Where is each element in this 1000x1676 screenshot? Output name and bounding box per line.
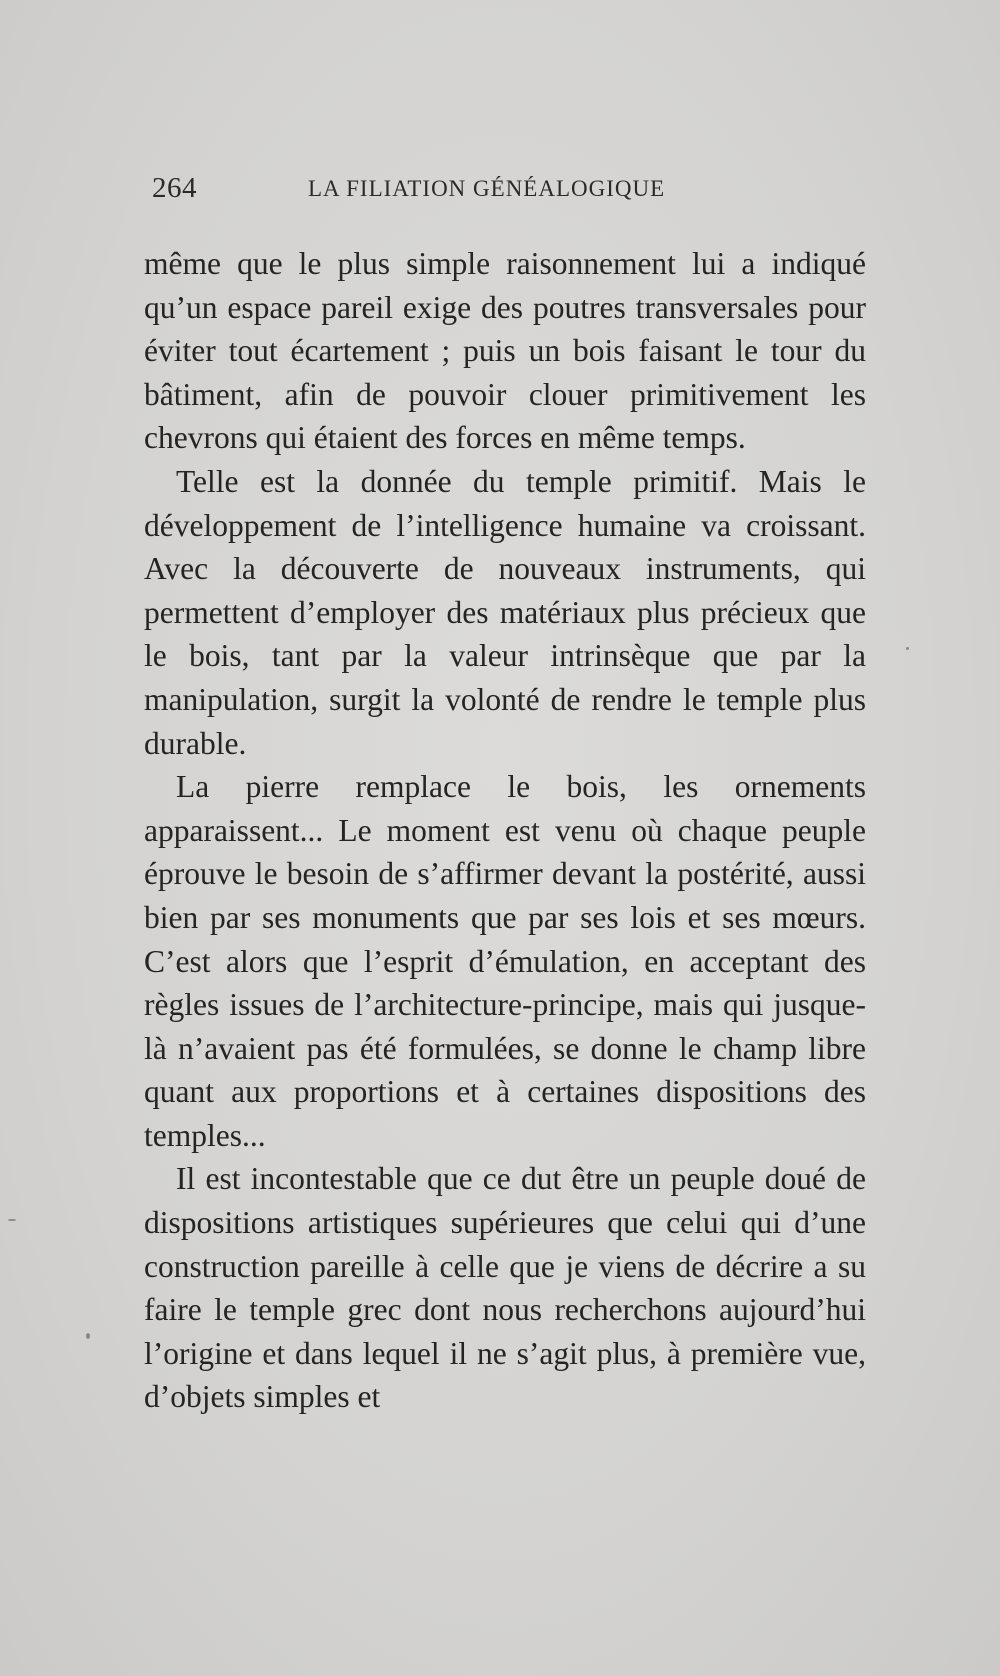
paper-speck	[906, 647, 909, 650]
running-title: LA FILIATION GÉNÉALOGIQUE	[308, 176, 666, 201]
paragraph-4: Il est incontestable que ce dut être un peuple doué de dispositions artistiques supérieures que celui qui d’une construction pareille à celle que je viens de décrire a su faire le temple grec dont nous recherchons aujourd’hui l’origine et dans lequel il ne s’agit plus, à première vue, d’objets simples et	[144, 1161, 866, 1415]
paragraph-2: Telle est la donnée du temple primitif. Mais le développement de l’intelligence humaine va croissant. Avec la découverte de nouveaux instruments, qui permettent d’employer des matériaux plus précieux que le bois, tant par la valeur intrinsèque que par la manipulation, surgit la volonté de rendre le temple plus durable.	[144, 463, 866, 761]
paragraph-3: La pierre remplace le bois, les ornements apparaissent... Le moment est venu où chaque peuple éprouve le besoin de s’affirmer devant la postérité, aussi bien par ses monuments que par ses lois et ses mœurs. C’est alors que l’esprit d’émulation, en acceptant des règles issues de l’architecture-principe, mais qui jusque-là n’avaient pas été formulées, se donne le champ libre quant aux proportions et à certaines dispositions des temples...	[144, 769, 866, 1153]
page-header	[152, 172, 722, 208]
body-text	[144, 242, 866, 1419]
page-number: 264	[152, 172, 197, 204]
paragraph-1: même que le plus simple raisonnement lui a indiqué qu’un espace pareil exige des poutres transversales pour éviter tout écartement ; puis un bois faisant le tour du bâtiment, afin de pouvoir clouer primitivement les chevrons qui étaient des forces en même temps.	[144, 246, 866, 456]
paper-speck	[8, 1219, 16, 1221]
paper-speck	[86, 1333, 90, 1339]
